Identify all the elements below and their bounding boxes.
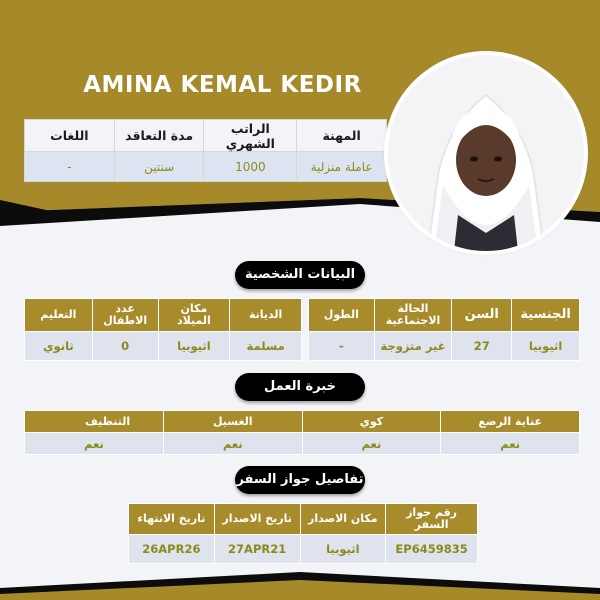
cleaning-value: نعم	[25, 433, 164, 455]
profession-label: المهنة	[297, 120, 387, 152]
cleaning-label: التنظيف	[25, 411, 164, 433]
portrait-illustration	[388, 55, 584, 251]
passport-number-label: رقم جواز السفر	[386, 504, 478, 535]
marital-status-label: الحالة الاجتماعية	[374, 299, 452, 332]
marital-status-value: غير متزوجة	[374, 332, 452, 361]
education-value: ثانوي	[25, 332, 93, 361]
personal-left-table	[24, 298, 302, 361]
personal-right-table	[308, 298, 580, 361]
education-label: التعليم	[25, 299, 93, 332]
issue-date-value: 27APR21	[214, 535, 300, 564]
languages-label: اللغات	[25, 120, 115, 152]
candidate-photo	[388, 55, 584, 251]
religion-value: مسلمة	[230, 332, 302, 361]
age-value: 27	[452, 332, 512, 361]
nationality-value: اثيوبيا	[512, 332, 580, 361]
candidate-name: AMINA KEMAL KEDIR	[83, 72, 362, 98]
section-passport-title: تفاصيل جواز السفر	[235, 466, 365, 494]
infant-care-value: نعم	[441, 433, 580, 455]
infant-care-label: عناية الرضع	[441, 411, 580, 433]
height-label: الطول	[309, 299, 375, 332]
expiry-date-label: تاريخ الانتهاء	[129, 504, 215, 535]
birth-place-label: مكان الميلاد	[158, 299, 230, 332]
monthly-salary-label: الراتب الشهري	[204, 120, 297, 152]
laundry-label: الغسيل	[163, 411, 302, 433]
children-count-value: 0	[92, 332, 158, 361]
contract-duration-label: مدة التعاقد	[114, 120, 204, 152]
age-label: السن	[452, 299, 512, 332]
ironing-label: كوي	[302, 411, 441, 433]
birth-place-value: اثيوبيا	[158, 332, 230, 361]
height-value: -	[309, 332, 375, 361]
issue-date-label: تاريخ الاصدار	[214, 504, 300, 535]
section-personal-title: البيانات الشخصية	[235, 261, 365, 289]
header-info-table	[24, 119, 387, 182]
passport-number-value: EP6459835	[386, 535, 478, 564]
experience-table	[24, 410, 580, 455]
nationality-label: الجنسية	[512, 299, 580, 332]
languages-value: -	[25, 152, 115, 182]
footer-band	[0, 560, 600, 600]
contract-duration-value: سنتين	[114, 152, 204, 182]
religion-label: الديانة	[230, 299, 302, 332]
issue-place-label: مكان الاصدار	[300, 504, 386, 535]
monthly-salary-value: 1000	[204, 152, 297, 182]
children-count-label: عدد الاطفال	[92, 299, 158, 332]
expiry-date-value: 26APR26	[129, 535, 215, 564]
laundry-value: نعم	[163, 433, 302, 455]
issue-place-value: اثيوبيا	[300, 535, 386, 564]
ironing-value: نعم	[302, 433, 441, 455]
section-experience-title: خبرة العمل	[235, 373, 365, 401]
profession-value: عاملة منزلية	[297, 152, 387, 182]
passport-table	[128, 503, 478, 564]
